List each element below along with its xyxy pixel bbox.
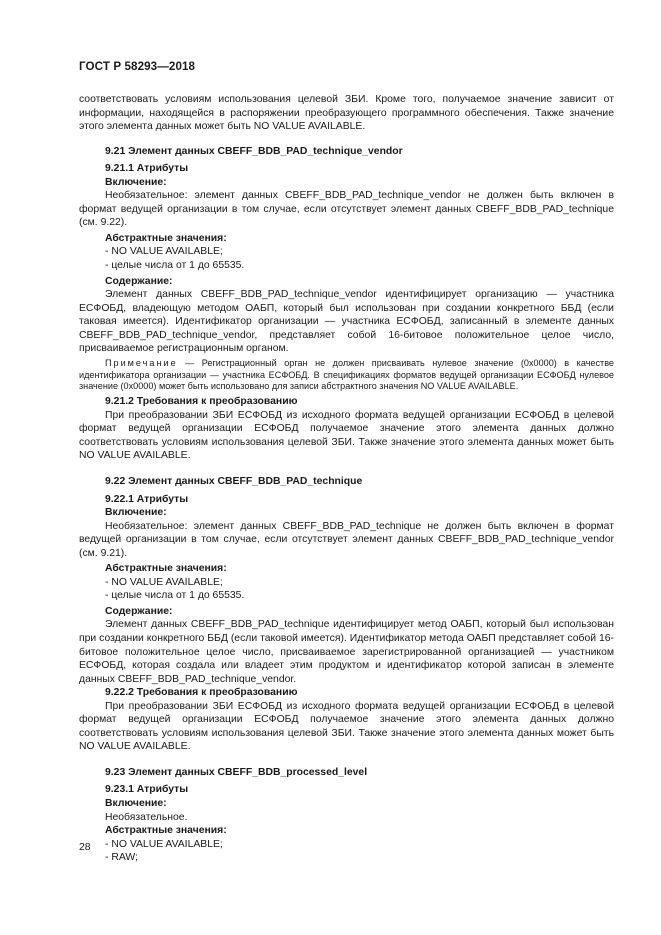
abstract-value-item: - целые числа от 1 до 65535. — [105, 590, 245, 602]
content-text: Элемент данных CBEFF_BDB_PAD_technique идентифицирует метод ОАБП, который был использован при создании конкретного ББД (если таковой имеется). Идентификатор метода ОАБП представляет собой 16-битовое положительное целое число, присваиваемое зарегистрированной организацией — участником ЕСФОБД, которая создала или владеет этим продуктом и идентификатор которой записан в элементе данных CBEFF_BDB_PAD_technique_vendor. — [79, 619, 614, 685]
section-9-22-2-title: 9.22.2 Требования к преобразованию — [105, 687, 298, 699]
section-9-21-2-title: 9.21.2 Требования к преобразованию — [105, 396, 298, 408]
abstract-values-label: Абстрактные значения: — [105, 563, 227, 575]
inclusion-text: Необязательное: элемент данных CBEFF_BDB_PAD_technique не должен быть включен в формат ведущей организации в том случае, если отсутствует элемент данных CBEFF_BDB_PAD_technique_vendor (см. 9.21). — [79, 520, 614, 559]
abstract-value-item: - NO VALUE AVAILABLE; — [105, 246, 223, 258]
conversion-text: При преобразовании ЗБИ ЕСФОБД из исходного формата ведущей организации ЕСФОБД в целевой формат ведущей организации ЕСФОБД получаемое значение этого элемента данных должно соответствовать условиям использования целевой ЗБИ. Также значение этого элемента данных может быть NO VALUE AVAILABLE. — [79, 700, 614, 753]
page-number: 28 — [79, 842, 91, 853]
inclusion-label: Включение: — [105, 176, 167, 188]
content-text: Элемент данных CBEFF_BDB_PAD_technique_vendor идентифицирует организацию — участника ЕСФОБД, владеющую методом ОАБП, который был использован при создании конкретного ББД (если таковая имеется). Идентификатор организации — участника ЕСФОБД, записанный в элементе данных CBEFF_BDB_PAD_technique_vendor, представляет собой 16-битовое положительное целое число, присваиваемое регистрационным органом. — [79, 289, 614, 355]
intro-paragraph: соответствовать условиям использования целевой ЗБИ. Кроме того, получаемое значение зависит от информации, находящейся в распоряжении преобразующего программного обеспечения. Также значение этого элемента данных может быть NO VALUE AVAILABLE. — [79, 94, 614, 133]
inclusion-text: Необязательное. — [105, 811, 188, 823]
inclusion-label: Включение: — [105, 507, 167, 519]
conversion-text: При преобразовании ЗБИ ЕСФОБД из исходного формата ведущей организации ЕСФОБД в целевой формат ведущей организации ЕСФОБД получаемое значение этого элемента данных должно соответствовать условиям использования целевой ЗБИ. Также значение этого элемента данных может быть NO VALUE AVAILABLE. — [79, 409, 614, 462]
section-9-22-1-title: 9.22.1 Атрибуты — [105, 493, 189, 505]
section-9-21-1-title: 9.21.1 Атрибуты — [105, 163, 189, 175]
abstract-values-label: Абстрактные значения: — [105, 232, 227, 244]
abstract-value-item: - целые числа от 1 до 65535. — [105, 260, 245, 272]
content-label: Содержание: — [105, 605, 173, 617]
abstract-value-item: - NO VALUE AVAILABLE; — [105, 576, 223, 588]
inclusion-text: Необязательное: элемент данных CBEFF_BDB_PAD_technique_vendor не должен быть включен в формат ведущей организации в том случае, если отсутствует элемент данных CBEFF_BDB_PAD_technique (см. 9.22). — [79, 190, 614, 229]
section-9-22-title: 9.22 Элемент данных CBEFF_BDB_PAD_technique — [105, 475, 363, 487]
note-label: Примечание — [105, 357, 178, 368]
note-paragraph — [79, 358, 614, 393]
section-9-23-1-title: 9.23.1 Атрибуты — [105, 784, 189, 796]
document-header: ГОСТ Р 58293—2018 — [79, 60, 196, 73]
section-9-23-title: 9.23 Элемент данных CBEFF_BDB_processed_level — [105, 766, 368, 778]
abstract-value-item: - NO VALUE AVAILABLE; — [105, 838, 223, 850]
inclusion-label: Включение: — [105, 798, 167, 809]
abstract-value-item: - RAW; — [105, 852, 138, 864]
abstract-values-label: Абстрактные значения: — [105, 825, 227, 837]
section-9-21-title: 9.21 Элемент данных CBEFF_BDB_PAD_technique_vendor — [105, 145, 403, 157]
content-label: Содержание: — [105, 275, 173, 287]
note-text: — Регистрационный орган не должен присваивать нулевое значение (0x0000) в качестве идентификатора организации — участника ЕСФОБД. В спецификациях форматов ведущей организации ЕСФОБД нулевое значение (0x0000) может быть использовано для записи абстрактного значения NO VALUE AVAILABLE. — [79, 357, 614, 392]
document-body — [79, 93, 614, 865]
